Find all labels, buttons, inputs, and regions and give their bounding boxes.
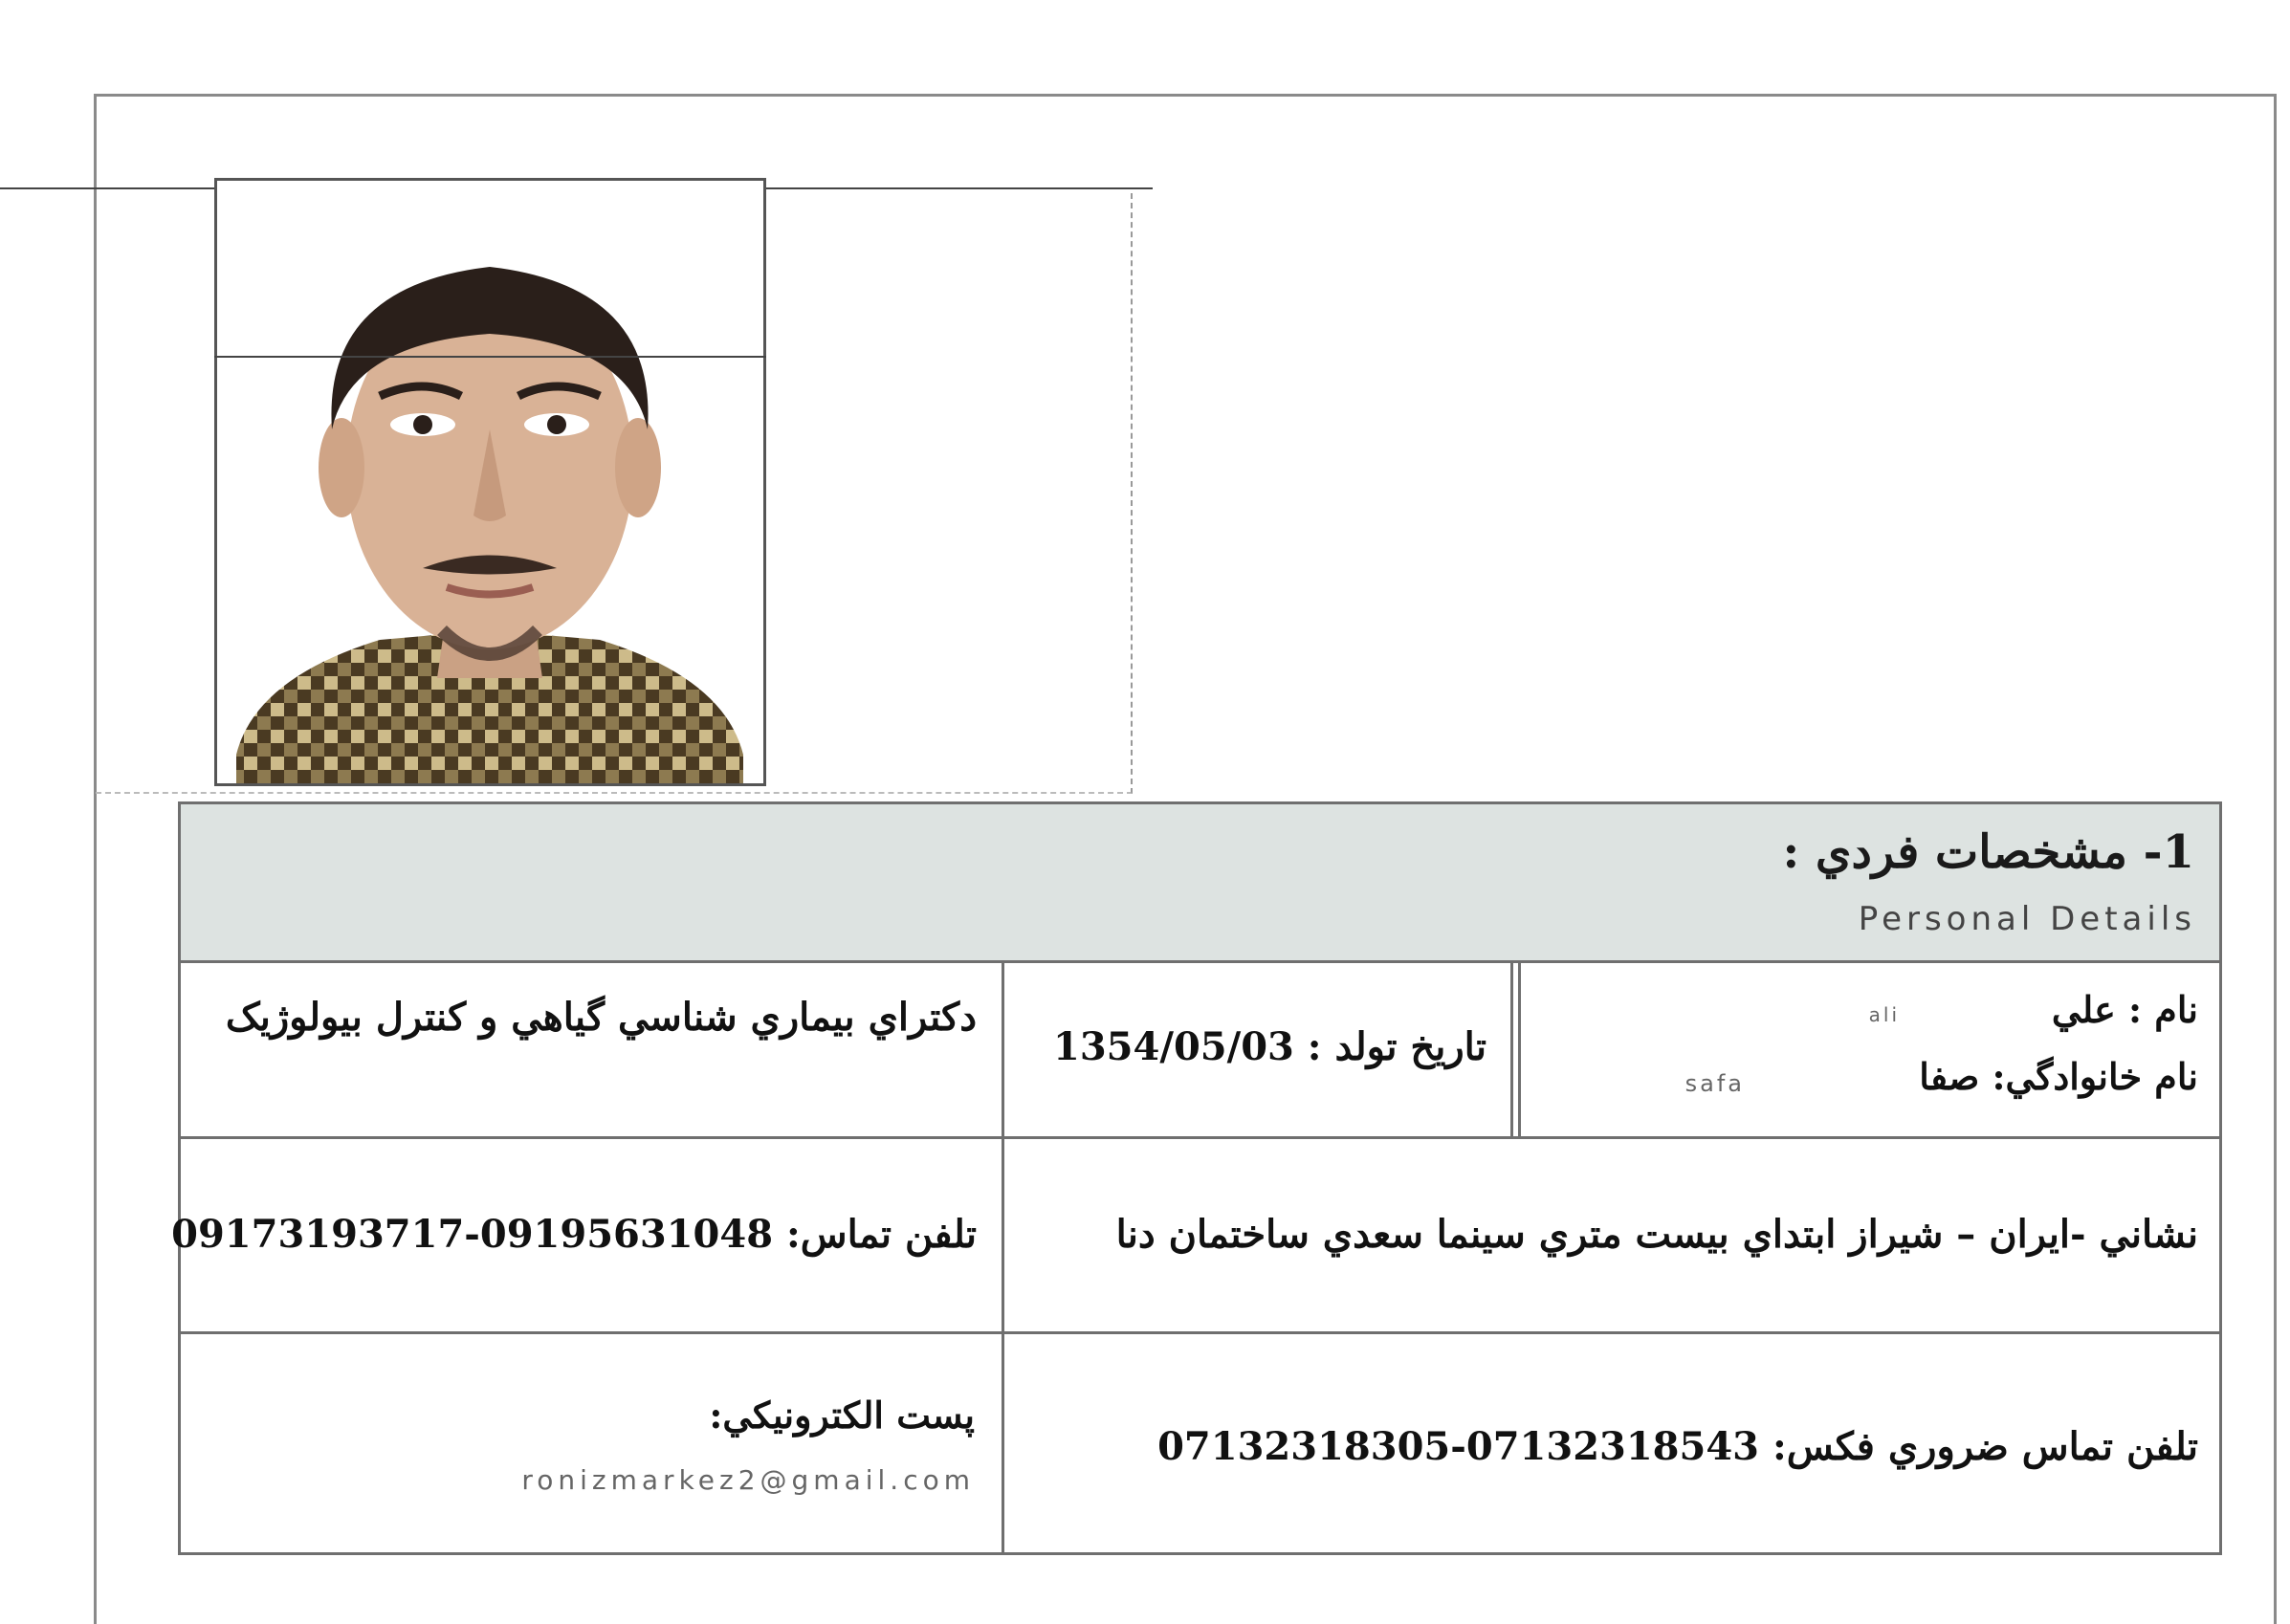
birth-date: تاريخ تولد : 1354/05/03 bbox=[1053, 1024, 1486, 1069]
section-subtitle: Personal Details bbox=[1858, 900, 2196, 938]
last-name-latin: safa bbox=[1684, 1070, 1745, 1097]
phone: تلفن تماس: 09195631048-09173193717 bbox=[171, 1212, 977, 1257]
degree-cell bbox=[181, 963, 1000, 1137]
email-address[interactable]: ronizmarkez2@gmail.com bbox=[521, 1464, 975, 1496]
cell-divider bbox=[1518, 963, 1521, 1137]
personal-details-card bbox=[171, 801, 2222, 1555]
first-name: نام : علي bbox=[2051, 988, 2198, 1031]
portrait-photo bbox=[214, 178, 766, 786]
emergency-cell bbox=[1003, 1334, 2219, 1552]
address-cell bbox=[1003, 1139, 2219, 1330]
first-name-latin: ali bbox=[1868, 1003, 1900, 1026]
photo-guide-line bbox=[214, 356, 766, 358]
address: نشاني -ايران – شيراز ابتداي بيست متري سينما سعدي ساختمان دنا bbox=[1115, 1212, 2198, 1257]
section-header bbox=[181, 804, 2219, 963]
emergency-fax: تلفن تماس ضروري فكس: 07132318543-07132318305 bbox=[1157, 1424, 2198, 1469]
name-cell bbox=[1517, 963, 2219, 1137]
degree: دكتراي بيماري شناسي گياهي و كنترل بيولوژيک bbox=[225, 995, 977, 1040]
phone-cell bbox=[171, 1139, 1000, 1330]
email-cell bbox=[181, 1334, 1000, 1552]
cell-divider bbox=[1510, 963, 1513, 1137]
birth-date-cell bbox=[1002, 963, 1509, 1137]
last-name: نام خانوادگي: صفا bbox=[1919, 1055, 2198, 1098]
portrait-illustration bbox=[217, 181, 763, 783]
section-title: 1- مشخصات فردي : bbox=[1782, 825, 2194, 879]
email-label: پست الكترونيكي: bbox=[709, 1394, 975, 1437]
